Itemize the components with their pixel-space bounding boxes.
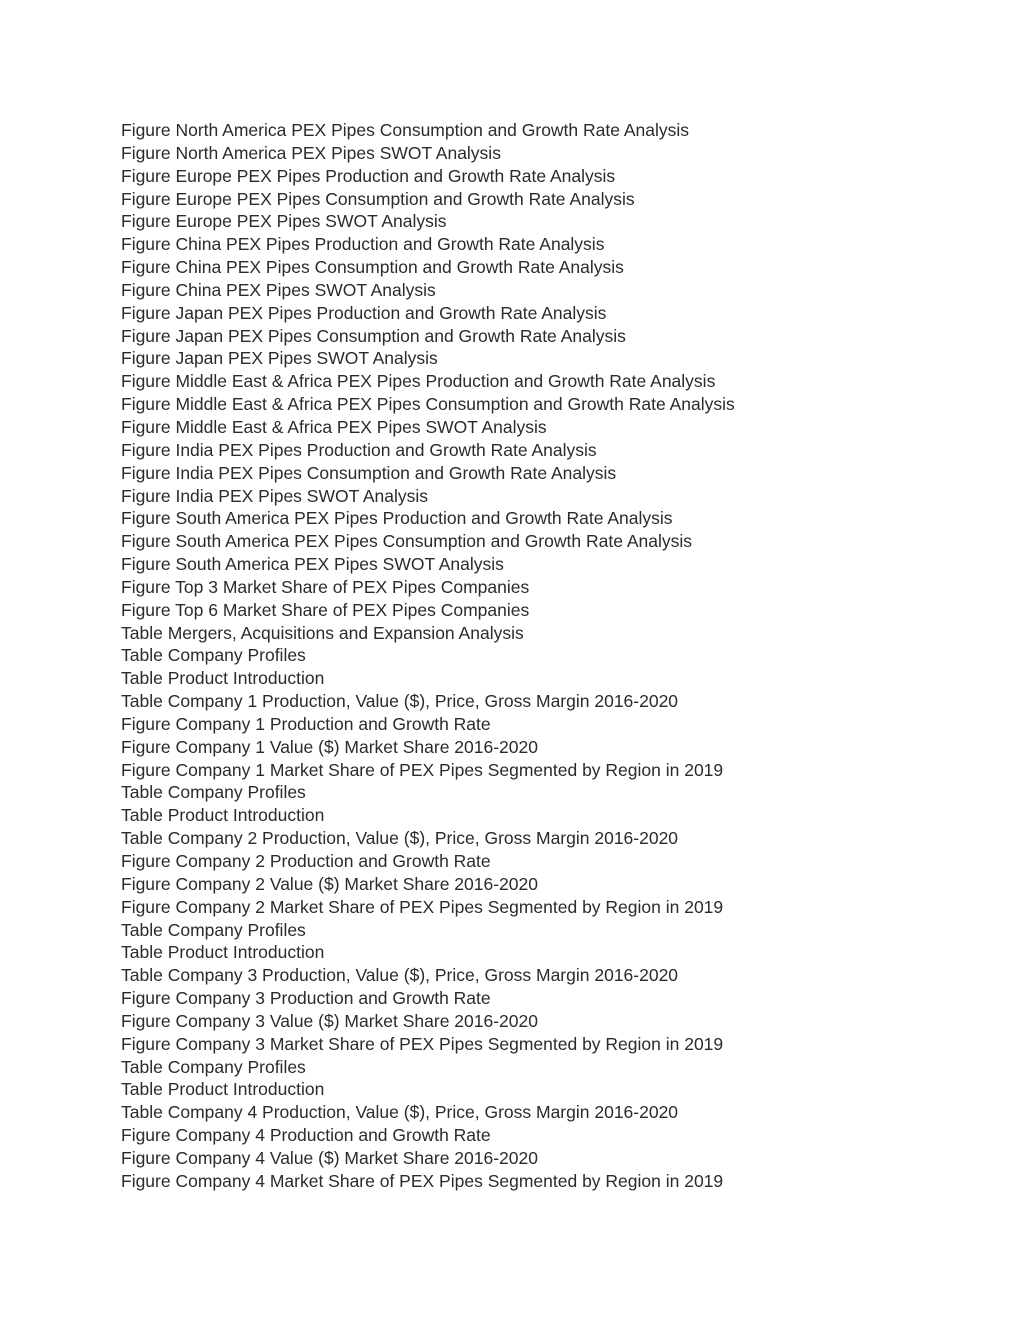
list-item: Figure Europe PEX Pipes SWOT Analysis [121, 211, 447, 232]
list-item: Figure Company 1 Production and Growth Rate [121, 713, 491, 734]
list-item: Figure North America PEX Pipes Consumption and Growth Rate Analysis [121, 120, 690, 140]
list-item: Table Company 1 Production, Value ($), Price, Gross Margin 2016-2020 [121, 691, 679, 712]
list-item: Table Company Profiles [121, 919, 306, 940]
list-item: Figure China PEX Pipes Production and Growth Rate Analysis [121, 234, 605, 255]
list-item: Figure Company 4 Value ($) Market Share 2016-2020 [121, 1147, 538, 1168]
list-item: Figure Middle East & Africa PEX Pipes SWOT Analysis [121, 416, 547, 437]
list-item: Figure Top 3 Market Share of PEX Pipes Companies [121, 576, 530, 597]
list-item: Figure Company 4 Market Share of PEX Pipes Segmented by Region in 2019 [121, 1170, 724, 1191]
list-item: Figure South America PEX Pipes Consumption and Growth Rate Analysis [121, 531, 692, 552]
list-item: Figure Europe PEX Pipes Production and Growth Rate Analysis [121, 165, 616, 186]
list-item: Table Product Introduction [121, 805, 325, 826]
list-item: Figure Top 6 Market Share of PEX Pipes Companies [121, 599, 530, 620]
list-item: Figure China PEX Pipes SWOT Analysis [121, 279, 436, 300]
list-item: Figure Japan PEX Pipes Consumption and Growth Rate Analysis [121, 325, 626, 346]
list-item: Table Company 3 Production, Value ($), Price, Gross Margin 2016-2020 [121, 965, 679, 986]
list-item: Figure Company 2 Production and Growth Rate [121, 851, 491, 871]
list-item: Table Product Introduction [121, 1079, 325, 1100]
list-item: Table Mergers, Acquisitions and Expansion Analysis [121, 622, 524, 643]
list-item: Figure South America PEX Pipes Production and Growth Rate Analysis [121, 508, 673, 529]
list-item: Table Company 2 Production, Value ($), Price, Gross Margin 2016-2020 [121, 828, 679, 849]
list-item: Figure China PEX Pipes Consumption and Growth Rate Analysis [121, 257, 624, 278]
list-item: Figure Middle East & Africa PEX Pipes Production and Growth Rate Analysis [121, 371, 716, 392]
list-item: Figure India PEX Pipes Consumption and Growth Rate Analysis [121, 462, 617, 483]
list-item: Table Company Profiles [121, 782, 306, 803]
list-item: Table Company 4 Production, Value ($), Price, Gross Margin 2016-2020 [121, 1102, 679, 1123]
list-item: Figure Company 4 Production and Growth Rate [121, 1125, 491, 1146]
list-item: Figure Middle East & Africa PEX Pipes Consumption and Growth Rate Analysis [121, 394, 735, 415]
list-item: Figure Company 3 Market Share of PEX Pipes Segmented by Region in 2019 [121, 1033, 724, 1054]
list-item: Figure India PEX Pipes Production and Growth Rate Analysis [121, 439, 597, 460]
list-item: Figure South America PEX Pipes SWOT Analysis [121, 554, 504, 575]
list-item: Figure Company 2 Value ($) Market Share 2016-2020 [121, 873, 538, 894]
list-item: Table Company Profiles [121, 1056, 306, 1077]
list-item: Figure India PEX Pipes SWOT Analysis [121, 485, 429, 506]
list-item: Figure Company 2 Market Share of PEX Pipes Segmented by Region in 2019 [121, 896, 724, 917]
list-item: Figure Europe PEX Pipes Consumption and Growth Rate Analysis [121, 188, 635, 209]
list-item: Figure Japan PEX Pipes Production and Growth Rate Analysis [121, 302, 607, 323]
list-item: Table Company Profiles [121, 645, 306, 666]
list-item: Figure Company 1 Value ($) Market Share 2016-2020 [121, 736, 538, 757]
list-item: Figure North America PEX Pipes SWOT Analysis [121, 142, 501, 163]
list-item: Figure Company 3 Production and Growth Rate [121, 988, 491, 1009]
list-item: Figure Company 3 Value ($) Market Share 2016-2020 [121, 1010, 538, 1031]
list-item: Figure Company 1 Market Share of PEX Pipes Segmented by Region in 2019 [121, 759, 724, 780]
list-item: Table Product Introduction [121, 942, 325, 963]
list-of-figures-and-tables [121, 119, 981, 1193]
list-item: Table Product Introduction [121, 668, 325, 689]
list-item: Figure Japan PEX Pipes SWOT Analysis [121, 348, 438, 369]
